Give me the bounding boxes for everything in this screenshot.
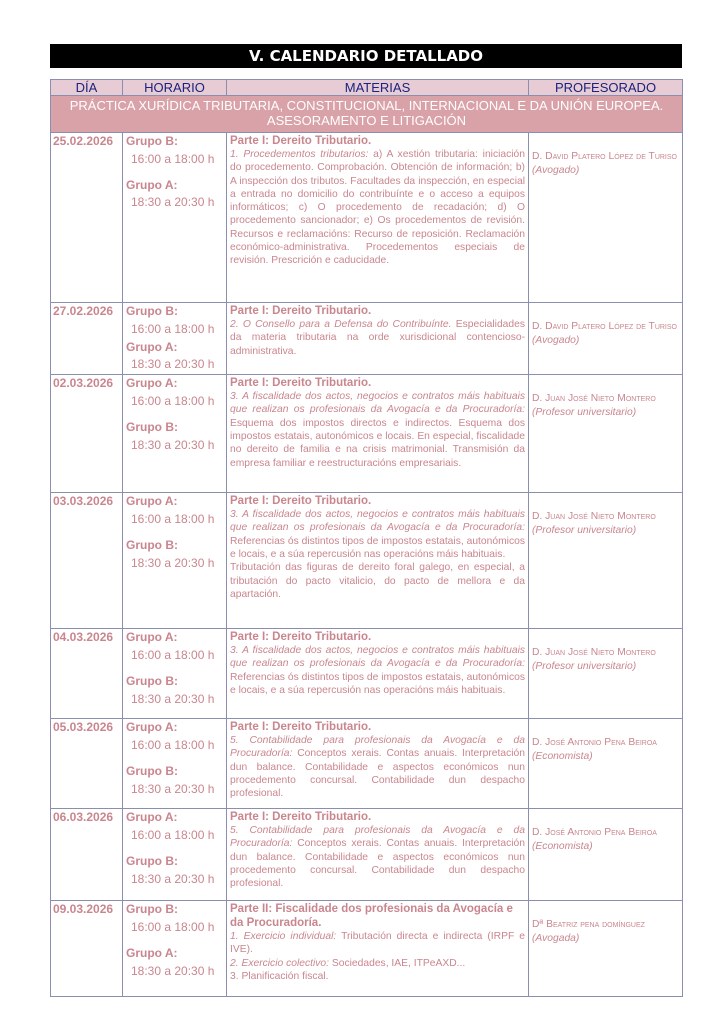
session-date: 25.02.2026	[51, 133, 123, 303]
subject-item-topic: 1. Exercicio individual:	[230, 931, 337, 943]
session-date: 02.03.2026	[51, 375, 123, 493]
group-1-label: Grupo A:	[126, 810, 178, 825]
subject-body: Conceptos xerais. Contas anuais. Interpretación dun balance. Contabilidade e aspectos económicos nun procedemento concursal. Contabilidade dun despacho profesional.	[230, 838, 525, 890]
subject-topic: 2. O Consello para a Defensa do Contribuínte.	[230, 319, 452, 330]
session-schedule	[123, 375, 227, 493]
subject-text	[230, 734, 525, 800]
subject-topic: 5. Contabilidade para profesionais da Avogacía e da Procuradoría:	[230, 735, 525, 760]
group-2-time: 18:30 a 20:30 h	[131, 691, 215, 706]
session-teacher	[529, 493, 683, 629]
session-schedule	[123, 809, 227, 901]
teacher-role: (Profesor universitario)	[532, 407, 637, 419]
spacer	[126, 665, 226, 673]
session-date: 09.03.2026	[51, 901, 123, 997]
session-teacher	[529, 375, 683, 493]
spacer	[126, 529, 226, 537]
subject-item-topic: 2. Exercicio colectivo:	[230, 957, 330, 969]
session-subject	[227, 493, 529, 629]
table-row	[51, 493, 683, 629]
session-schedule	[123, 493, 227, 629]
spacer	[126, 937, 226, 945]
subject-body: Referencias ós distintos tipos de impostos estatais, autonómicos e locais, e a súa repercusión nas operacións máis habituais.	[230, 671, 525, 697]
header-row	[51, 80, 683, 96]
subject-heading: Parte I: Dereito Tributario.	[230, 495, 372, 508]
teacher-role: (Profesor universitario)	[532, 525, 637, 537]
table-row	[51, 629, 683, 719]
group-2-time: 18:30 a 20:30 h	[131, 555, 215, 570]
subject-item	[230, 930, 525, 957]
subject-heading: Parte II: Fiscalidade dos profesionais da Avogacía e da Procuradoría.	[230, 903, 513, 930]
header-horario: HORARIO	[123, 80, 227, 96]
subject-heading: Parte I: Dereito Tributario.	[230, 721, 372, 734]
table-row	[51, 133, 683, 303]
session-date: 05.03.2026	[51, 719, 123, 809]
teacher-name: D. José Antonio Pena Beiroa	[532, 827, 657, 839]
table-row	[51, 375, 683, 493]
subject-extra: Tributación das figuras de dereito foral galego, en especial, a tributación do pacto vitalicio, do pacto de mellora e da apartación.	[230, 562, 525, 600]
group-2-time: 18:30 a 20:30 h	[131, 871, 215, 886]
subject-item	[230, 957, 525, 970]
group-2-time: 18:30 a 20:30 h	[131, 963, 215, 978]
group-1-label: Grupo A:	[126, 494, 178, 509]
subject-text	[230, 390, 525, 470]
session-date: 27.02.2026	[51, 303, 123, 375]
teacher-role: (Avogado)	[532, 165, 580, 176]
subject-item-text: 3. Planificación fiscal.	[230, 971, 329, 983]
group-2-label: Grupo A:	[126, 339, 178, 354]
session-date: 03.03.2026	[51, 493, 123, 629]
group-1-time: 16:00 a 18:00 h	[131, 827, 215, 842]
subject-heading: Parte I: Dereito Tributario.	[230, 631, 372, 644]
session-schedule	[123, 133, 227, 303]
subject-topic: 3. A fiscalidade dos actos, negocios e contratos máis habituais que realizan os profesionais da Avogacía e da Procuradoría:	[230, 645, 525, 670]
group-2-time: 18:30 a 20:30 h	[131, 357, 215, 372]
group-1-label: Grupo B:	[126, 304, 178, 318]
group-1-time: 16:00 a 18:00 h	[131, 919, 215, 934]
session-schedule	[123, 719, 227, 809]
group-2-label: Grupo B:	[126, 537, 178, 552]
teacher-name: D. David Platero López de Turiso	[532, 151, 677, 162]
session-date: 04.03.2026	[51, 629, 123, 719]
subject-heading: Parte I: Dereito Tributario.	[230, 811, 372, 824]
group-1-time: 16:00 a 18:00 h	[131, 393, 215, 408]
section-title: PRÁCTICA XURÍDICA TRIBUTARIA, CONSTITUCIONAL, INTERNACIONAL E DA UNIÓN EUROPEA. ASESORAMENTO E LITIGACIÓN	[51, 96, 683, 133]
session-teacher	[529, 133, 683, 303]
group-2-time: 18:30 a 20:30 h	[131, 437, 215, 452]
subject-topic: 5. Contabilidade para profesionais da Avogacía e da Procuradoría:	[230, 825, 525, 850]
subject-heading: Parte I: Dereito Tributario.	[230, 305, 372, 317]
group-2-label: Grupo B:	[126, 673, 178, 688]
page-title: V. CALENDARIO DETALLADO	[50, 44, 682, 68]
teacher-name: D. Juan José Nieto Montero	[532, 647, 656, 659]
group-1-time: 16:00 a 18:00 h	[131, 511, 215, 526]
subject-text	[230, 318, 525, 358]
subject-item	[230, 970, 525, 983]
spacer	[126, 411, 226, 419]
group-2-label: Grupo A:	[126, 945, 178, 960]
group-1-time: 16:00 a 18:00 h	[131, 737, 215, 752]
subject-item-text: Tributación directa e indirecta (IRPF e IVE).	[230, 931, 525, 956]
subject-text	[230, 508, 525, 561]
session-teacher	[529, 809, 683, 901]
group-1-label: Grupo B:	[126, 902, 178, 917]
group-1-time: 16:00 a 18:00 h	[131, 151, 215, 166]
subject-topic: 3. A fiscalidade dos actos, negocios e contratos máis habituais que realizan os profesionais da Avogacía e da Procuradoría:	[230, 509, 525, 534]
table-row	[51, 809, 683, 901]
teacher-role: (Profesor universitario)	[532, 661, 637, 673]
session-schedule	[123, 629, 227, 719]
group-2-label: Grupo A:	[126, 177, 178, 192]
session-subject	[227, 719, 529, 809]
subject-text	[230, 824, 525, 890]
header-dia: DÍA	[51, 80, 123, 96]
teacher-name: D. Juan José Nieto Montero	[532, 393, 656, 405]
spacer	[126, 845, 226, 853]
subject-text	[230, 644, 525, 697]
teacher-name: D. José Antonio Pena Beiroa	[532, 737, 657, 749]
group-1-time: 16:00 a 18:00 h	[131, 647, 215, 662]
session-subject	[227, 629, 529, 719]
session-teacher	[529, 719, 683, 809]
spacer	[126, 755, 226, 763]
table-row	[51, 901, 683, 997]
group-1-label: Grupo B:	[126, 134, 178, 148]
subject-body: Esquema dos impostos directos e indirectos. Esquema dos impostos estatais, autonómicos e locais. En especial, fiscalidade no dereito de familia e na crisis matrimonial. Transmisión da empresa familiar e reestructuracións empresariais.	[230, 417, 525, 469]
subject-body: Especialidades da materia tributaria na orde xurisdicional contencioso-administrativa.	[230, 319, 525, 357]
teacher-name: Dª Beatriz pena domínguez	[532, 919, 645, 931]
spacer	[126, 169, 226, 177]
teacher-role: (Economista)	[532, 751, 593, 763]
teacher-role: (Avogada)	[532, 933, 580, 945]
calendar-table	[50, 79, 683, 997]
subject-topic: 1. Procedementos tributarios:	[230, 149, 369, 160]
subject-topic: 3. A fiscalidade dos actos, negocios e contratos máis habituais que realizan os profesionais da Avogacía e da Procuradoría:	[230, 391, 525, 416]
group-2-time: 18:30 a 20:30 h	[131, 781, 215, 796]
subject-body: Conceptos xerais. Contas anuais. Interpretación dun balance. Contabilidade e aspectos económicos nun procedemento concursal. Contabilidade dun despacho profesional.	[230, 748, 525, 800]
group-1-time: 16:00 a 18:00 h	[131, 321, 215, 336]
session-subject	[227, 303, 529, 375]
group-1-label: Grupo A:	[126, 376, 178, 391]
session-subject	[227, 809, 529, 901]
teacher-name: D. Juan José Nieto Montero	[532, 511, 656, 523]
subject-body: a) A xestión tributaria: iniciación do procedemento. Comprobación. Obtención de información; b) A inspección dos tributos. Facultades da inspección, en especial a entrada no domicilio do contribuínte e o acceso a equipos informáticos; c) O procedemento de recadación; d) O procedemento sancionador; e) Os procedementos de revisión. Recursos e reclamacións: Recurso de reposición. Reclamación económico-administrativa. Procedementos especiais de revisión. Prescrición e caducidade.	[230, 149, 526, 267]
group-2-label: Grupo B:	[126, 853, 178, 868]
session-teacher	[529, 303, 683, 375]
section-row	[51, 96, 683, 133]
header-materias: MATERIAS	[227, 80, 529, 96]
session-subject	[227, 901, 529, 997]
subject-heading: Parte I: Dereito Tributario.	[230, 377, 372, 390]
teacher-role: (Economista)	[532, 841, 593, 853]
subject-item-text: Sociedades, IAE, ITPeAXD...	[329, 957, 466, 969]
subject-body: Referencias ós distintos tipos de impostos estatais, autonómicos e locais, e a súa repercusión nas operacións máis habituais.	[230, 535, 525, 561]
table-row	[51, 303, 683, 375]
subject-heading: Parte I: Dereito Tributario.	[230, 135, 372, 147]
header-profesorado: PROFESORADO	[529, 80, 683, 96]
group-1-label: Grupo A:	[126, 630, 178, 645]
group-2-label: Grupo B:	[126, 763, 178, 778]
group-2-label: Grupo B:	[126, 419, 178, 434]
session-date: 06.03.2026	[51, 809, 123, 901]
session-subject	[227, 375, 529, 493]
session-subject	[227, 133, 529, 303]
table-row	[51, 719, 683, 809]
subject-text	[230, 148, 525, 268]
session-teacher	[529, 901, 683, 997]
teacher-role: (Avogado)	[532, 335, 580, 346]
teacher-name: D. David Platero López de Turiso	[532, 321, 677, 332]
group-1-label: Grupo A:	[126, 720, 178, 735]
session-schedule	[123, 303, 227, 375]
group-2-time: 18:30 a 20:30 h	[131, 195, 215, 210]
session-teacher	[529, 629, 683, 719]
session-schedule	[123, 901, 227, 997]
